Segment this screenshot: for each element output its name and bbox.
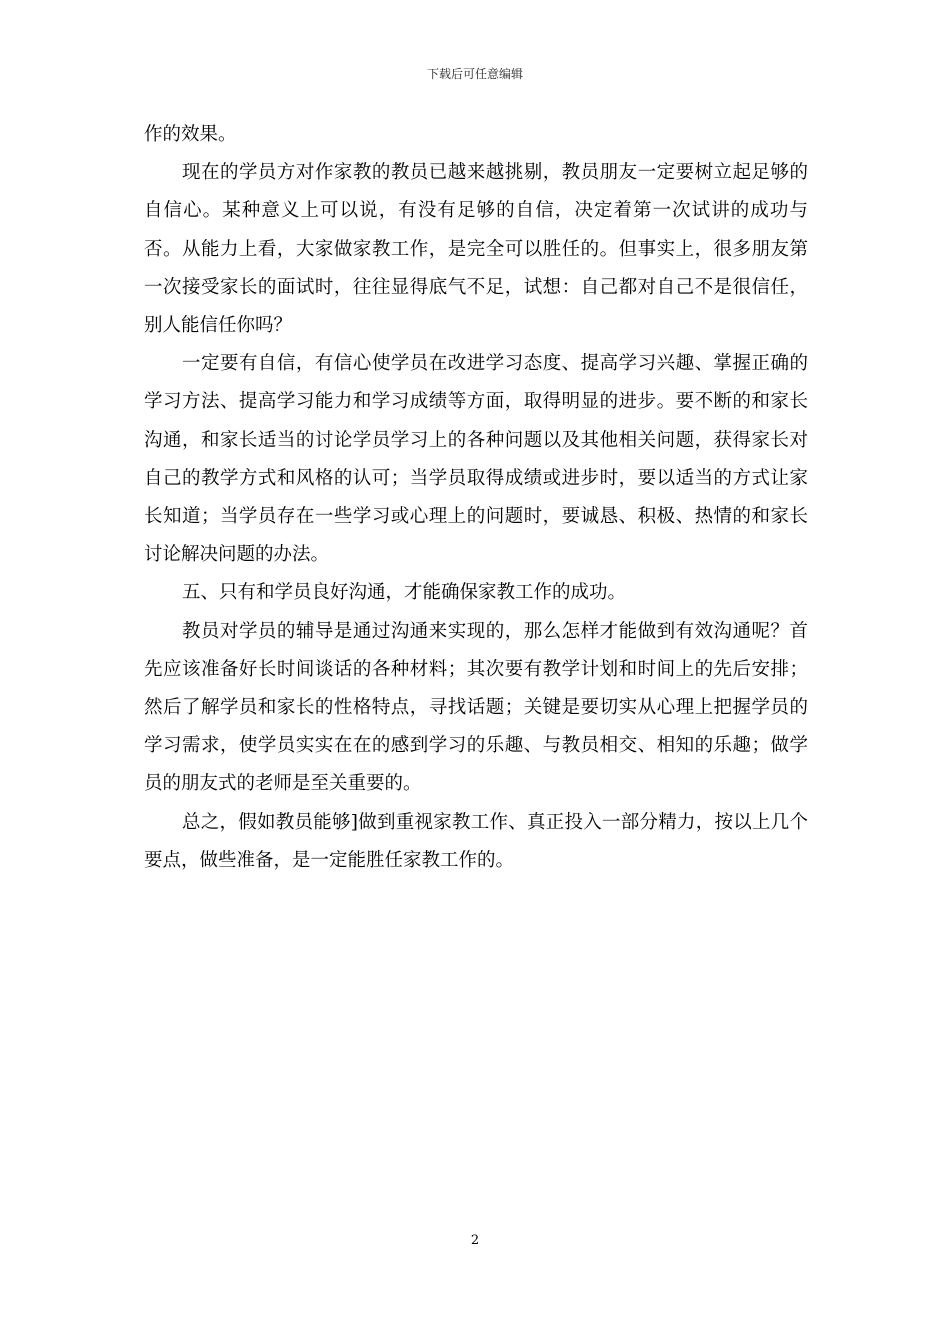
paragraph-continuation: 作的效果。 xyxy=(144,124,237,145)
paragraph-parent-communication: 一定要有自信，有信心使学员在改进学习态度、提高学习兴趣、掌握正确的学习方法、提高学习能力和学习成绩等方面，取得明显的进步。要不断的和家长沟通，和家长适当的讨论学员学习上的各种问题以及其他相关问题，获得家长对自己的教学方式和风格的认可；当学员取得成绩或进步时，要以适当的方式让家长知道；当学员存在一些学习或心理上的问题时，要诚恳、积极、热情的和家长讨论解决问题的办法。 xyxy=(144,353,808,566)
page-number: 2 xyxy=(470,1233,480,1248)
paragraph-student-communication: 教员对学员的辅导是通过沟通来实现的，那么怎样才能做到有效沟通呢？首先应该准备好长时间谈话的各种材料；其次要有教学计划和时间上的先后安排；然后了解学员和家长的性格特点，寻找话题；关键是要切实从心理上把握学员的学习需求，使学员实实在在的感到学习的乐趣、与教员相交、相知的乐趣；做学员的朋友式的老师是至关重要的。 xyxy=(144,620,808,795)
document-body xyxy=(144,116,808,880)
section-heading-five: 五、只有和学员良好沟通，才能确保家教工作的成功。 xyxy=(182,582,627,604)
paragraph-confidence: 现在的学员方对作家教的教员已越来越挑剔，教员朋友一定要树立起足够的自信心。某种意义上可以说，有没有足够的自信，决定着第一次试讲的成功与否。从能力上看，大家做家教工作，是完全可以胜任的。但事实上，很多朋友第一次接受家长的面试时，往往显得底气不足，试想：自己都对自己不是很信任，别人能信任你吗？ xyxy=(144,162,808,337)
paragraph-conclusion: 总之，假如教员能够]做到重视家教工作、真正投入一部分精力，按以上几个要点，做些准备，是一定能胜任家教工作的。 xyxy=(144,811,808,871)
page-header: 下载后可任意编辑 xyxy=(426,67,523,81)
